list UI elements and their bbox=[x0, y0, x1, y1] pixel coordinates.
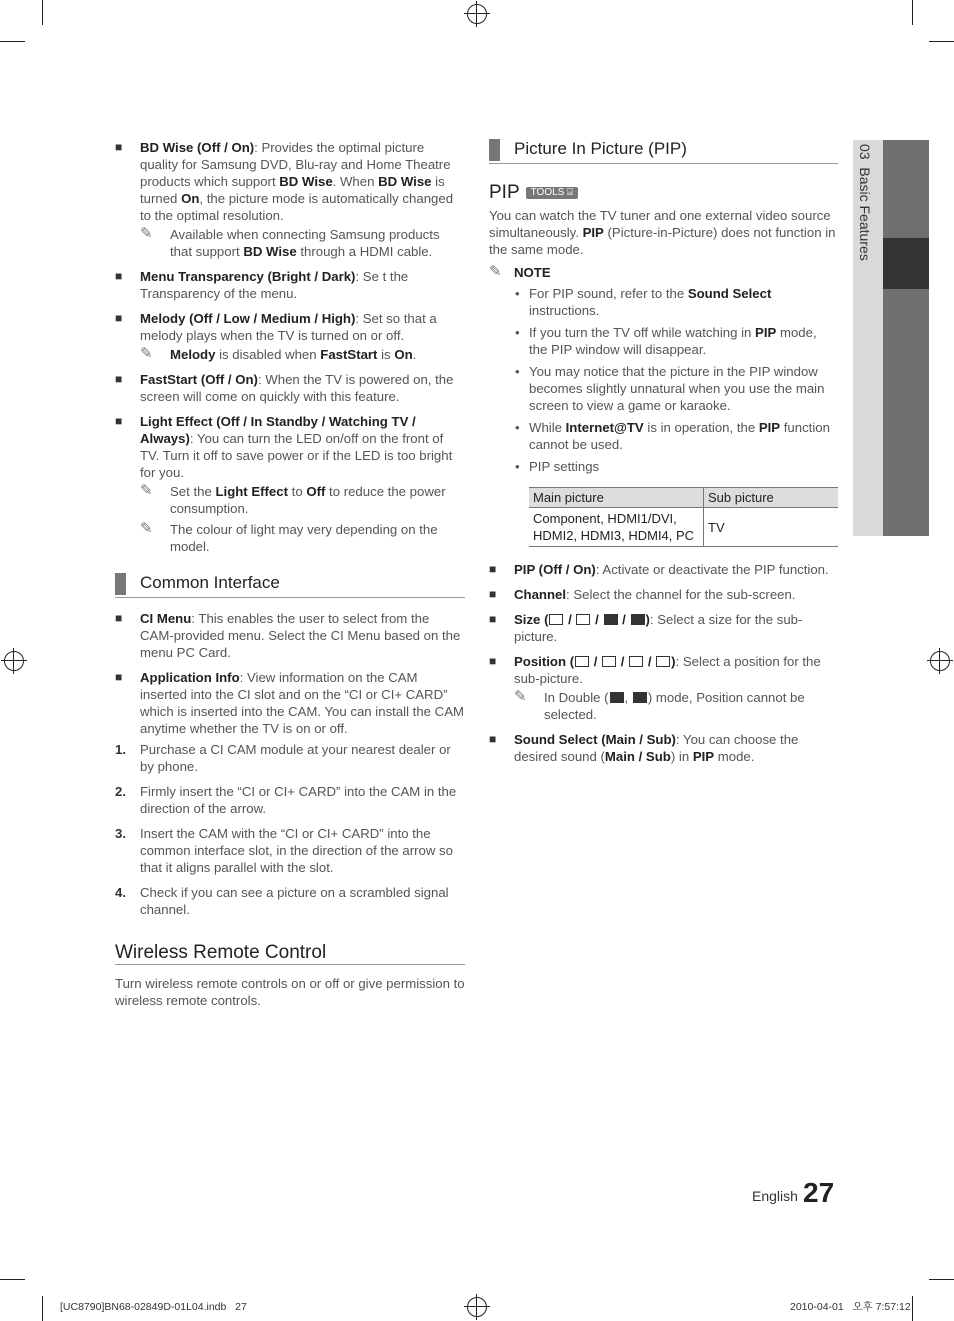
step-item bbox=[115, 825, 465, 876]
dot-bullet-icon: • bbox=[515, 420, 520, 435]
dot-bullet-icon: • bbox=[515, 459, 520, 474]
square-bullet-icon: ■ bbox=[489, 654, 497, 668]
step-number: 1. bbox=[115, 742, 126, 757]
text: function cannot be used. bbox=[529, 420, 830, 452]
size-label: Size bbox=[514, 612, 541, 627]
application-info-label: Application Info bbox=[140, 670, 240, 685]
pencil-icon: ✎ bbox=[140, 345, 153, 362]
crop-mark bbox=[42, 0, 43, 25]
text: You can watch the TV tuner and one external video source simultaneously. bbox=[489, 208, 831, 240]
text: : This enables the user to select from the CAM-provided menu. Select the CI Menu based on the menu PC Card. bbox=[140, 611, 461, 660]
menu-transparency-item bbox=[115, 268, 465, 302]
step-item bbox=[115, 741, 465, 775]
application-info-item bbox=[115, 669, 465, 737]
registration-mark-icon bbox=[467, 4, 487, 24]
square-bullet-icon: ■ bbox=[489, 732, 497, 746]
bd-wise-label: BD Wise (Off / On) bbox=[140, 140, 255, 155]
position-label: Position bbox=[514, 654, 567, 669]
text: to bbox=[288, 484, 307, 499]
side-tab-active-block bbox=[883, 238, 929, 289]
crop-mark bbox=[912, 0, 913, 25]
step-item bbox=[115, 783, 465, 817]
crop-mark bbox=[0, 1279, 25, 1280]
table-row bbox=[529, 508, 838, 547]
heading-bar bbox=[115, 573, 126, 595]
text: In Double ( bbox=[544, 690, 609, 705]
double-split-icon bbox=[604, 614, 618, 625]
square-bullet-icon: ■ bbox=[489, 562, 497, 576]
side-tab bbox=[853, 140, 883, 536]
pencil-icon: ✎ bbox=[514, 688, 527, 705]
note-bullet bbox=[489, 285, 838, 319]
text: Internet@TV bbox=[565, 420, 644, 435]
table-cell: TV bbox=[704, 508, 839, 547]
text: On bbox=[181, 191, 200, 206]
text: Insert the CAM with the “CI or CI+ CARD” into the common interface slot, in the direction of the arrow so that it aligns parallel with the slot. bbox=[140, 826, 453, 875]
text: is disabled when bbox=[215, 347, 321, 362]
light-effect-item bbox=[115, 413, 465, 555]
text: : Activate or deactivate the PIP function. bbox=[595, 562, 829, 577]
registration-mark-icon bbox=[467, 1297, 487, 1317]
text: PIP settings bbox=[529, 459, 600, 474]
note: ✎ In Double ( , ) mode, Position cannot be selected. bbox=[514, 688, 805, 722]
text: The colour of light may very depending on the model. bbox=[170, 522, 438, 554]
text: mode. bbox=[714, 749, 755, 764]
faststart-item bbox=[115, 371, 465, 405]
size-item: ■ Size ( / / / ): Select a size for the sub-picture. bbox=[489, 612, 803, 644]
square-bullet-icon: ■ bbox=[115, 611, 123, 625]
note bbox=[140, 226, 465, 260]
menu-transparency-label: Menu Transparency (Bright / Dark) bbox=[140, 269, 356, 284]
text: While bbox=[529, 420, 566, 435]
text: Check if you can see a picture on a scrambled signal channel. bbox=[140, 885, 449, 917]
text: ) in bbox=[670, 749, 693, 764]
bd-wise-item bbox=[115, 139, 465, 260]
position-bottom-right-icon bbox=[656, 656, 670, 667]
square-bullet-icon: ■ bbox=[115, 311, 123, 325]
note-heading bbox=[489, 264, 838, 281]
step-item bbox=[115, 884, 465, 918]
size-small-icon bbox=[549, 614, 563, 625]
text: : Select the channel for the sub-screen. bbox=[566, 587, 796, 602]
text: : Select a position for the sub-picture. bbox=[514, 654, 821, 686]
note-bullet bbox=[489, 363, 838, 414]
table-header: Sub picture bbox=[704, 488, 839, 508]
footer-language: English bbox=[752, 1188, 798, 1204]
text: BD Wise bbox=[378, 174, 432, 189]
crop-mark bbox=[0, 41, 25, 42]
side-tab-block bbox=[883, 289, 929, 536]
square-bullet-icon: ■ bbox=[115, 670, 123, 684]
position-top-left-icon bbox=[629, 656, 643, 667]
crop-mark bbox=[42, 1296, 43, 1321]
dot-bullet-icon: • bbox=[515, 364, 520, 379]
pip-settings-table bbox=[529, 487, 838, 547]
text: : You can turn the LED on/off on the front of TV. Turn it off to save power or if the LED is too bright for you. bbox=[140, 431, 453, 480]
note-bullet bbox=[489, 324, 838, 358]
wireless-remote-text: Turn wireless remote controls on or off or give permission to wireless remote controls. bbox=[115, 976, 465, 1008]
pencil-icon: ✎ bbox=[140, 520, 153, 537]
step-number: 3. bbox=[115, 826, 126, 841]
crop-mark bbox=[912, 1296, 913, 1321]
dot-bullet-icon: • bbox=[515, 286, 520, 301]
text: Purchase a CI CAM module at your nearest dealer or by phone. bbox=[140, 742, 451, 774]
heading-bar bbox=[489, 139, 500, 161]
note-label: NOTE bbox=[514, 265, 551, 280]
note bbox=[140, 346, 465, 363]
size-large-icon bbox=[576, 614, 590, 625]
pip-title: PIP bbox=[489, 182, 520, 203]
double-wide-icon bbox=[633, 692, 647, 703]
square-bullet-icon: ■ bbox=[115, 372, 123, 386]
text: ) mode, Position cannot be selected. bbox=[544, 690, 805, 722]
sound-select-item bbox=[489, 731, 838, 765]
side-tab-block bbox=[883, 140, 929, 238]
crop-mark bbox=[929, 1279, 954, 1280]
text: : Set so that a melody plays when the TV is turned on or off. bbox=[140, 311, 437, 343]
note-bullet bbox=[489, 419, 838, 453]
left-column bbox=[115, 139, 465, 1009]
square-bullet-icon: ■ bbox=[115, 269, 123, 283]
text: Set the bbox=[170, 484, 216, 499]
text: On bbox=[394, 347, 413, 362]
square-bullet-icon: ■ bbox=[115, 414, 123, 428]
channel-item bbox=[489, 586, 838, 603]
pencil-icon: ✎ bbox=[489, 263, 502, 280]
table-header-row bbox=[529, 488, 838, 508]
text: Sound Select bbox=[687, 286, 772, 301]
text: Melody bbox=[170, 347, 216, 362]
position-top-right-icon bbox=[602, 656, 616, 667]
note bbox=[140, 521, 465, 555]
text: You may notice that the picture in the PIP window becomes slightly unnatural when you use the main screen to view a game or karaoke. bbox=[529, 364, 825, 413]
text: : When the TV is powered on, the screen will come on quickly with this feature. bbox=[140, 372, 454, 404]
text: . When bbox=[332, 174, 379, 189]
wireless-remote-heading: Wireless Remote Control bbox=[115, 944, 465, 965]
page-number: 27 bbox=[803, 1177, 835, 1208]
text: (Picture-in-Picture) does not function in the same mode. bbox=[489, 225, 836, 257]
faststart-label: FastStart (Off / On) bbox=[140, 372, 258, 387]
text: PIP bbox=[758, 420, 781, 435]
text: instructions. bbox=[529, 303, 600, 318]
registration-mark-icon bbox=[4, 651, 24, 671]
note bbox=[140, 483, 465, 517]
side-tab-number: 03 bbox=[857, 144, 873, 160]
double-split-icon bbox=[610, 692, 624, 703]
text: Main / Sub bbox=[604, 749, 671, 764]
text: Off bbox=[306, 484, 326, 499]
crop-mark bbox=[929, 41, 954, 42]
light-effect-label: Light Effect (Off / In Standby / Watching TV / Always) bbox=[140, 414, 416, 446]
text: Available when connecting Samsung products that support bbox=[170, 227, 440, 259]
text: PIP bbox=[582, 225, 604, 240]
footer-date: 2010-04-01 오후 7:57:12 bbox=[790, 1301, 911, 1313]
channel-label: Channel bbox=[514, 587, 567, 602]
right-column bbox=[489, 139, 838, 773]
ci-menu-label: CI Menu bbox=[140, 611, 192, 626]
section-title: Picture In Picture (PIP) bbox=[514, 139, 687, 158]
step-number: 4. bbox=[115, 885, 126, 900]
text: PIP bbox=[692, 749, 715, 764]
text: through a HDMI cable. bbox=[296, 244, 433, 259]
ci-menu-item bbox=[115, 610, 465, 661]
table-cell: Component, HDMI1/DVI, HDMI2, HDMI3, HDMI4, PC bbox=[529, 508, 704, 547]
sound-select-label: Sound Select (Main / Sub) bbox=[514, 732, 676, 747]
tools-badge-label: TOOLS bbox=[530, 187, 565, 198]
registration-mark-icon bbox=[930, 651, 950, 671]
text: BD Wise bbox=[279, 174, 333, 189]
common-interface-heading bbox=[115, 573, 465, 598]
text: : You can choose the desired sound ( bbox=[514, 732, 799, 764]
text: to reduce the power consumption. bbox=[170, 484, 446, 516]
double-wide-icon bbox=[631, 614, 645, 625]
pencil-icon: ✎ bbox=[140, 225, 153, 242]
pip-title-row bbox=[489, 184, 838, 201]
text: For PIP sound, refer to the bbox=[529, 286, 688, 301]
text: : View information on the CAM inserted into the CI slot and on the “CI or CI+ CARD” which is inserted into the CAM. You can install the CAM anytime whether the TV is on or off. bbox=[140, 670, 464, 736]
melody-label: Melody (Off / Low / Medium / High) bbox=[140, 311, 356, 326]
text: . bbox=[412, 347, 417, 362]
dot-bullet-icon: • bbox=[515, 325, 520, 340]
pip-intro bbox=[489, 207, 838, 258]
pencil-icon: ✎ bbox=[140, 482, 153, 499]
text: : Se t the Transparency of the menu. bbox=[140, 269, 409, 301]
text: Light Effect bbox=[215, 484, 288, 499]
square-bullet-icon: ■ bbox=[489, 587, 497, 601]
position-bottom-left-icon bbox=[575, 656, 589, 667]
section-title: Common Interface bbox=[140, 573, 280, 592]
text: is in operation, the bbox=[643, 420, 759, 435]
note-bullet bbox=[489, 458, 838, 475]
pip-onoff-label: PIP (Off / On) bbox=[514, 562, 596, 577]
pip-section-heading bbox=[489, 139, 838, 164]
square-bullet-icon: ■ bbox=[115, 140, 123, 154]
text: FastStart bbox=[320, 347, 378, 362]
text: If you turn the TV off while watching in bbox=[529, 325, 756, 340]
text: Firmly insert the “CI or CI+ CARD” into the CAM in the direction of the arrow. bbox=[140, 784, 457, 816]
text: BD Wise bbox=[243, 244, 297, 259]
text: mode, the PIP window will disappear. bbox=[529, 325, 817, 357]
footer-filename: [UC8790]BN68-02849D-01L04.indb 27 bbox=[60, 1301, 247, 1313]
text: is bbox=[377, 347, 395, 362]
table-header: Main picture bbox=[529, 488, 704, 508]
text: , the picture mode is automatically changed to the optimal resolution. bbox=[140, 191, 454, 223]
text: is turned bbox=[140, 174, 445, 206]
square-bullet-icon: ■ bbox=[489, 612, 497, 626]
side-tab-label: Basic Features bbox=[857, 167, 873, 261]
text: : Select a size for the sub-picture. bbox=[514, 612, 803, 644]
tools-badge-icon: TOOLS ⌸ bbox=[526, 187, 579, 199]
melody-item bbox=[115, 310, 465, 363]
step-number: 2. bbox=[115, 784, 126, 799]
position-item: ■ Position ( / / / ): Select a position for the sub-picture. ✎ In Double ( , ) mode, Position cannot be selected. bbox=[489, 653, 838, 723]
text: PIP bbox=[755, 325, 777, 340]
pip-onoff-item bbox=[489, 561, 838, 578]
text: : Provides the optimal picture quality for Samsung DVD, Blu-ray and Home Theatre products which support bbox=[140, 140, 451, 189]
